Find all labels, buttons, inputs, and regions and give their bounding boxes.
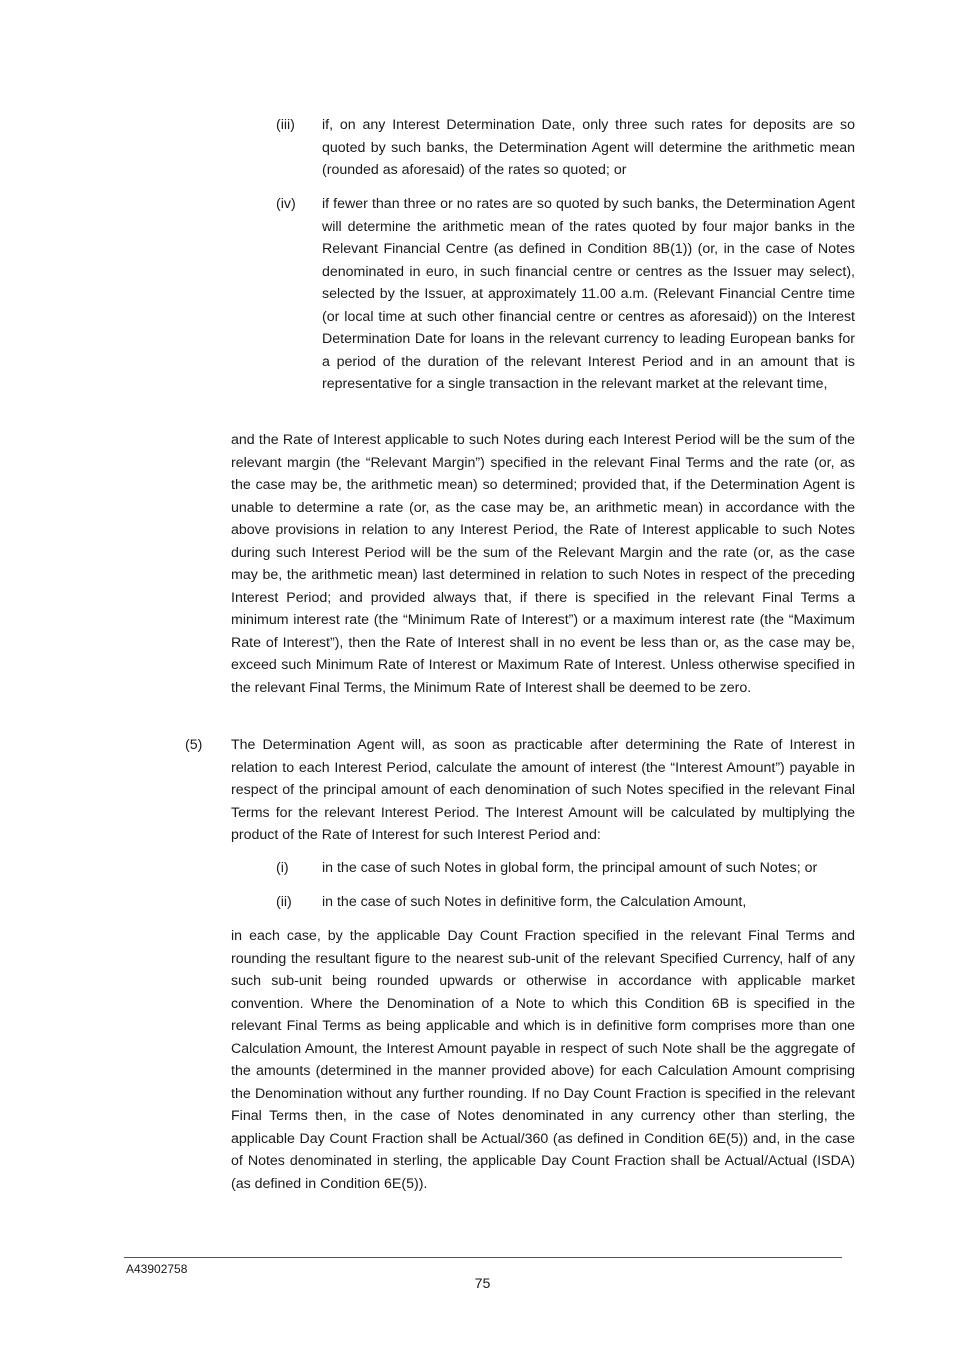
item-text: in the case of such Notes in global form, the principal amount of such Notes; or xyxy=(322,860,818,876)
item-text: if, on any Interest Determination Date, only three such rates for deposits are so quoted by such banks, the Determination Agent will determine the arithmetic mean (rounded as aforesaid) of the rates so quoted; or xyxy=(322,117,855,178)
item-number: (ii) xyxy=(276,894,292,910)
item-number: (iv) xyxy=(276,196,296,212)
item-text: in the case of such Notes in definitive form, the Calculation Amount, xyxy=(322,894,747,910)
item-number: (i) xyxy=(276,860,289,876)
page-number: 75 xyxy=(474,1276,491,1292)
document-reference: A43902758 xyxy=(126,1262,188,1276)
item-text: if fewer than three or no rates are so quoted by such banks, the Determination Agent will determine the arithmetic mean of the rates quoted by four major banks in the Relevant Financial Centre (as defined in Condition 8B(1)) (or, in the case of Notes denominated in euro, in such financial centre or centres as the Issuer may select), selected by the Issuer, at approximately 11.00 a.m. (Relevant Financial Centre time (or local time at such other financial centre or centres as aforesaid)) on the Interest Determination Date for loans in the relevant currency to leading European banks for a period of the duration of the relevant Interest Period and in an amount that is representative for a single transaction in the relevant market at the relevant time, xyxy=(322,196,855,392)
rate-of-interest-paragraph: and the Rate of Interest applicable to such Notes during each Interest Period will be the sum of the relevant margin (the “Relevant Margin”) specified in the relevant Final Terms and the rate (or, as the case may be, the arithmetic mean) so determined; provided that, if the Determination Agent is unable to determine a rate (or, as the case may be, an arithmetic mean) in accordance with the above provisions in relation to any Interest Period, the Rate of Interest applicable to such Notes during such Interest Period will be the sum of the Relevant Margin and the rate (or, as the case may be, the arithmetic mean) last determined in relation to such Notes in respect of the preceding Interest Period; and provided always that, if there is specified in the relevant Final Terms a minimum interest rate (the “Minimum Rate of Interest”) or a maximum interest rate (the “Maximum Rate of Interest”), then the Rate of Interest shall in no event be less than or, as the case may be, exceed such Minimum Rate of Interest or Maximum Rate of Interest. Unless otherwise specified in the relevant Final Terms, the Minimum Rate of Interest shall be deemed to be zero. xyxy=(231,432,855,696)
item-number: (5) xyxy=(185,737,203,753)
item-number: (iii) xyxy=(276,117,295,133)
interest-amount-paragraph: in each case, by the applicable Day Count Fraction specified in the relevant Final Terms and rounding the resultant figure to the nearest sub-unit of the relevant Specified Currency, half of any such sub-unit being rounded upwards or otherwise in accordance with applicable market convention. Where the Denomination of a Note to which this Condition 6B is specified in the relevant Final Terms as being applicable and which is in definitive form comprises more than one Calculation Amount, the Interest Amount payable in respect of such Note shall be the aggregate of the amounts (determined in the manner provided above) for each Calculation Amount comprising the Denomination without any further rounding. If no Day Count Fraction is specified in the relevant Final Terms then, in the case of Notes denominated in any currency other than sterling, the applicable Day Count Fraction shall be Actual/360 (as defined in Condition 6E(5)) and, in the case of Notes denominated in sterling, the applicable Day Count Fraction shall be Actual/Actual (ISDA) (as defined in Condition 6E(5)). xyxy=(231,928,855,1192)
footer-rule xyxy=(124,1257,842,1258)
item-text: The Determination Agent will, as soon as practicable after determining the Rate of Interest in relation to each Interest Period, calculate the amount of interest (the “Interest Amount”) payable in respect of the principal amount of each denomination of such Notes specified in the relevant Final Terms for the relevant Interest Period. The Interest Amount will be calculated by multiplying the product of the Rate of Interest for such Interest Period and: xyxy=(231,737,855,843)
